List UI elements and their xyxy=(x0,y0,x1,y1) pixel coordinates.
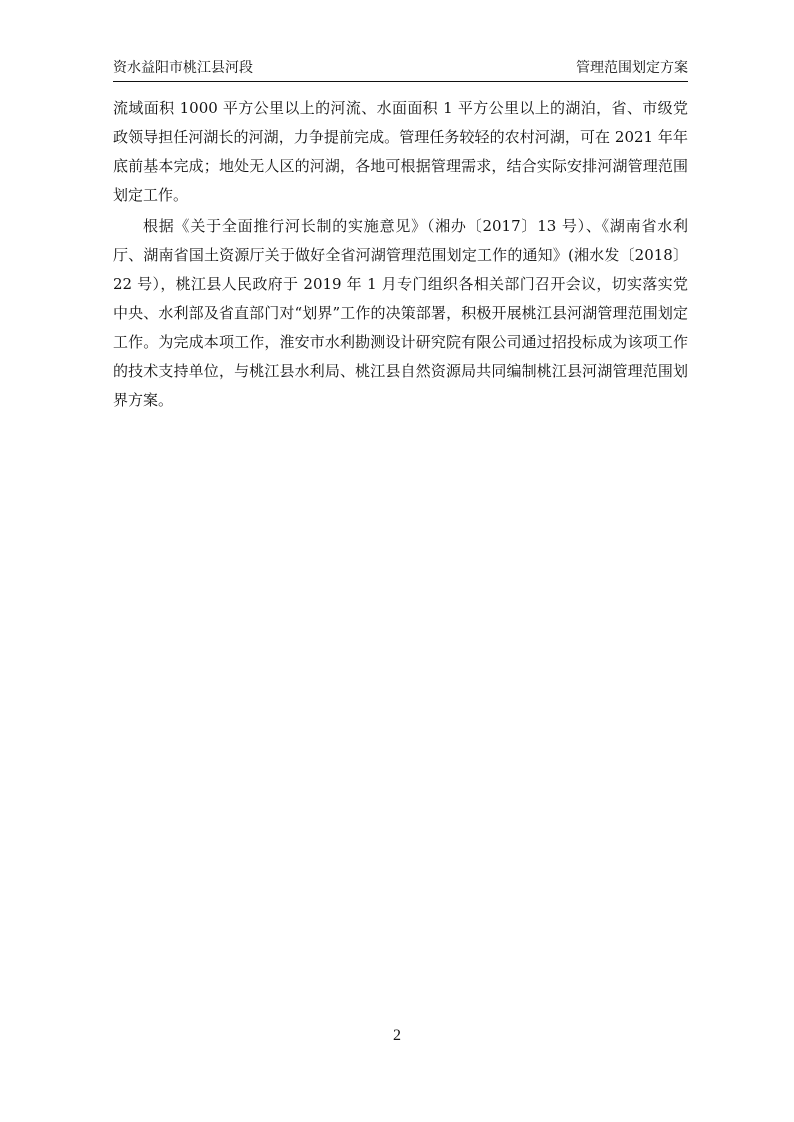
header-right-title: 管理范围划定方案 xyxy=(576,60,688,76)
document-body xyxy=(113,94,688,415)
paragraph-1: 流域面积 1000 平方公里以上的河流、水面面积 1 平方公里以上的湖泊，省、市级党政领导担任河湖长的河湖，力争提前完成。管理任务较轻的农村河湖，可在 2021 年年底前基本完成；地处无人区的河湖，各地可根据管理需求，结合实际安排河湖管理范围划定工作。 xyxy=(113,99,688,204)
page-number: 2 xyxy=(393,1027,401,1044)
page-header xyxy=(113,58,688,78)
header-left-title: 资水益阳市桃江县河段 xyxy=(113,60,253,76)
paragraph-2: 根据《关于全面推行河长制的实施意见》（湘办〔2017〕13 号）、《湖南省水利厅、湖南省国土资源厅关于做好全省河湖管理范围划定工作的通知》(湘水发〔2018〕22 号），桃江县人民政府于 2019 年 1 月专门组织各相关部门召开会议，切实落实党中央、水利部及省直部门对“划界”工作的决策部署，积极开展桃江县河湖管理范围划定工作。为完成本项工作，淮安市水利勘测设计研究院有限公司通过招投标成为该项工作的技术支持单位，与桃江县水利局、桃江县自然资源局共同编制桃江县河湖管理范围划界方案。 xyxy=(113,217,688,409)
header-divider xyxy=(113,81,688,82)
